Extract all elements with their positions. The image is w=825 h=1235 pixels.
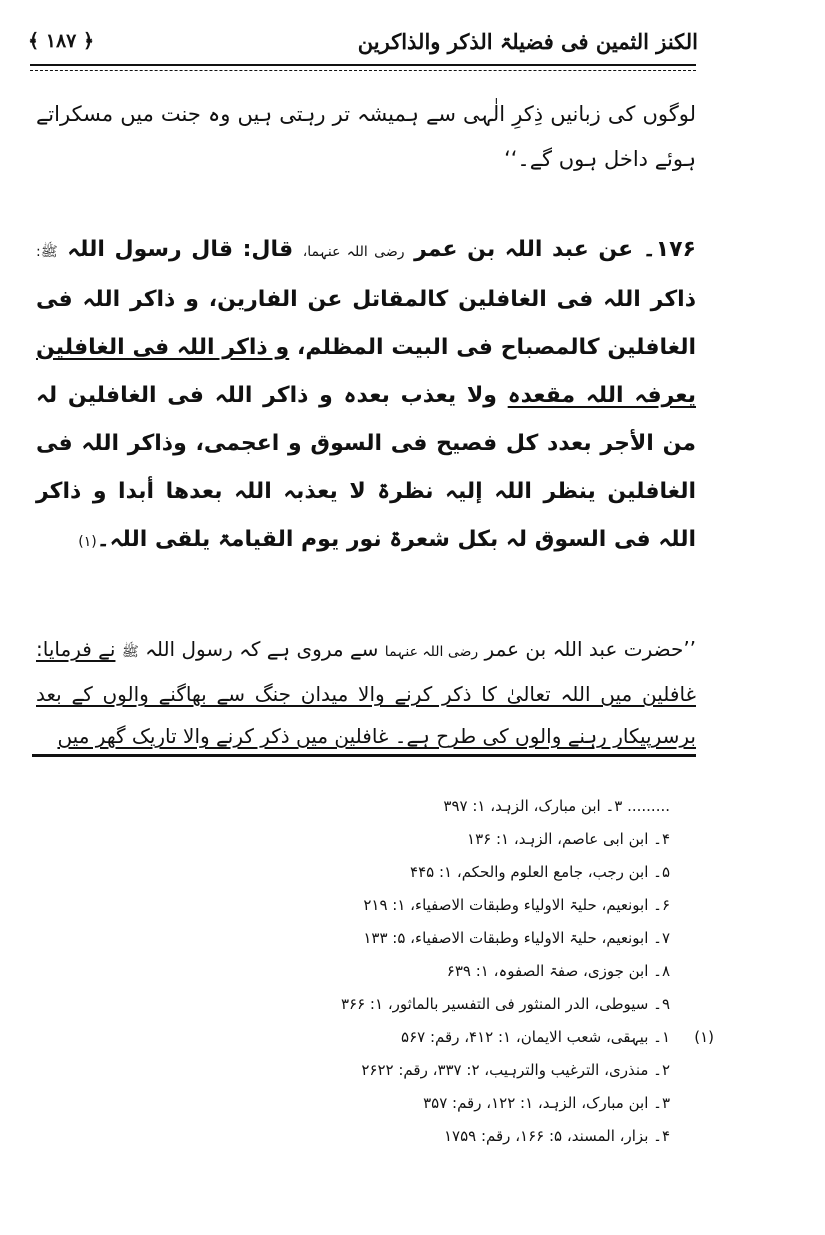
footnote-text: ۴۔ ابن ابی عاصم، الزہد، ۱: ۱۳۶: [467, 830, 670, 848]
hadith-text-part-2: ولا یعذب بعدہ و ذاکر اللہ فی الغافلین لہ من الأجر بعدد کل فصیح فی السوق و اعجمی، وذاکر اللہ فی الغافلین ینظر اللہ إلیہ نظرۃ لا یعذبہ اللہ بعدھا أبدا و ذاکر اللہ فی السوق لہ بکل شعرۃ نور یوم القیامۃ یلقی اللہ۔: [36, 383, 696, 552]
hadith-text-underlined: و ذاکر اللہ فی الغافلین یعرفہ اللہ مقعدہ: [36, 335, 696, 408]
footnote-text: ۳۔ ابن مبارک، الزہد، ۱: ۱۲۲، رقم: ۳۵۷: [423, 1094, 670, 1112]
footnote-item: [140, 889, 670, 922]
hadith-number: ۱۷۶۔: [642, 237, 696, 262]
footnote-item: [140, 823, 670, 856]
footnote-item: [140, 856, 670, 889]
page-number: ﴿ ۱۸۷ ﴾: [28, 30, 95, 52]
footnote-item: [140, 955, 670, 988]
footnote-divider: [32, 754, 696, 757]
footnote-text: ۸۔ ابن جوزی، صفۃ الصفوہ، ۱: ۶۳۹: [446, 962, 670, 980]
footnotes-list: [140, 790, 714, 1153]
translation-salutation-glyph: ﷺ: [121, 644, 139, 660]
footnote-text: ۷۔ ابونعیم، حلیۃ الاولیاء وطبقات الاصفیاء، ۵: ۱۳۳: [363, 929, 670, 947]
hadith-text-part-1: ذاکر اللہ فی الغافلین کالمقاتل عن الفارین، و ذاکر اللہ فی الغافلین کالمصباح فی البیت المظلم،: [36, 287, 696, 360]
hadith-isnad-qala: قال: قال رسول اللہ: [67, 237, 294, 262]
translation-radi-honorific: رضی اللہ عنہما: [384, 644, 479, 660]
footnote-item: [140, 988, 670, 1021]
salutation-glyph: ﷺ:: [36, 244, 58, 260]
arabic-hadith-paragraph: [36, 226, 696, 566]
hadith-footnote-ref: (۱): [78, 534, 97, 550]
footnote-item: [140, 1120, 670, 1153]
footnote-marker: (۱): [694, 1028, 714, 1046]
hadith-radi-honorific: رضی اللہ عنہما،: [302, 244, 405, 260]
page-header: [28, 20, 698, 62]
footnote-item: [140, 922, 670, 955]
header-divider: [30, 64, 696, 71]
footnote-item: [140, 790, 670, 823]
footnote-text: ۹۔ سیوطی، الدر المنثور فی التفسیر بالماثور، ۱: ۳۶۶: [340, 995, 670, 1013]
footnote-item: [140, 1087, 670, 1120]
footnote-text: ۲۔ منذری، الترغیب والترہیب، ۲: ۳۳۷، رقم: ۲۶۲۲: [361, 1061, 670, 1079]
translation-part-1: ’’حضرت عبد اللہ بن عمر: [484, 637, 697, 661]
footnote-text: ۱۔ بیہقی، شعب الایمان، ۱: ۴۱۲، رقم: ۵۶۷: [401, 1028, 670, 1046]
book-title: الکنز الثمین فی فضیلۃ الذکر والذاکرین: [357, 28, 698, 54]
urdu-translation-paragraph: [36, 628, 696, 757]
footnote-text: ۵۔ ابن رجب، جامع العلوم والحکم، ۱: ۴۴۵: [410, 863, 670, 881]
footnote-text: ۶۔ ابونعیم، حلیۃ الاولیاء وطبقات الاصفیاء، ۱: ۲۱۹: [363, 896, 670, 914]
footnote-text: ۴۔ بزار، المسند، ۵: ۱۶۶، رقم: ۱۷۵۹: [443, 1127, 670, 1145]
translation-part-3: نے فرمایا: غافلین میں اللہ تعالیٰ کا ذکر کرنے والا میدان جنگ سے بھاگنے والوں کے بعد برسرپیکار رہنے والوں کی طرح ہے۔ غافلین میں ذکر کرنے والا تاریک گھر میں: [36, 637, 696, 748]
urdu-continuation-paragraph: لوگوں کی زبانیں ذِکرِ الٰہی سے ہمیشہ تر رہتی ہیں وہ جنت میں مسکراتے ہوئے داخل ہوں گے۔‘‘: [36, 102, 696, 171]
footnote-text: ......... ۳۔ ابن مبارک، الزہد، ۱: ۳۹۷: [443, 797, 670, 815]
footnote-item: [140, 1054, 670, 1087]
translation-part-2: سے مروی ہے کہ رسول اللہ: [145, 637, 379, 661]
hadith-isnad-narrator: عن عبد اللہ بن عمر: [414, 237, 634, 262]
footnote-item: [140, 1021, 714, 1054]
